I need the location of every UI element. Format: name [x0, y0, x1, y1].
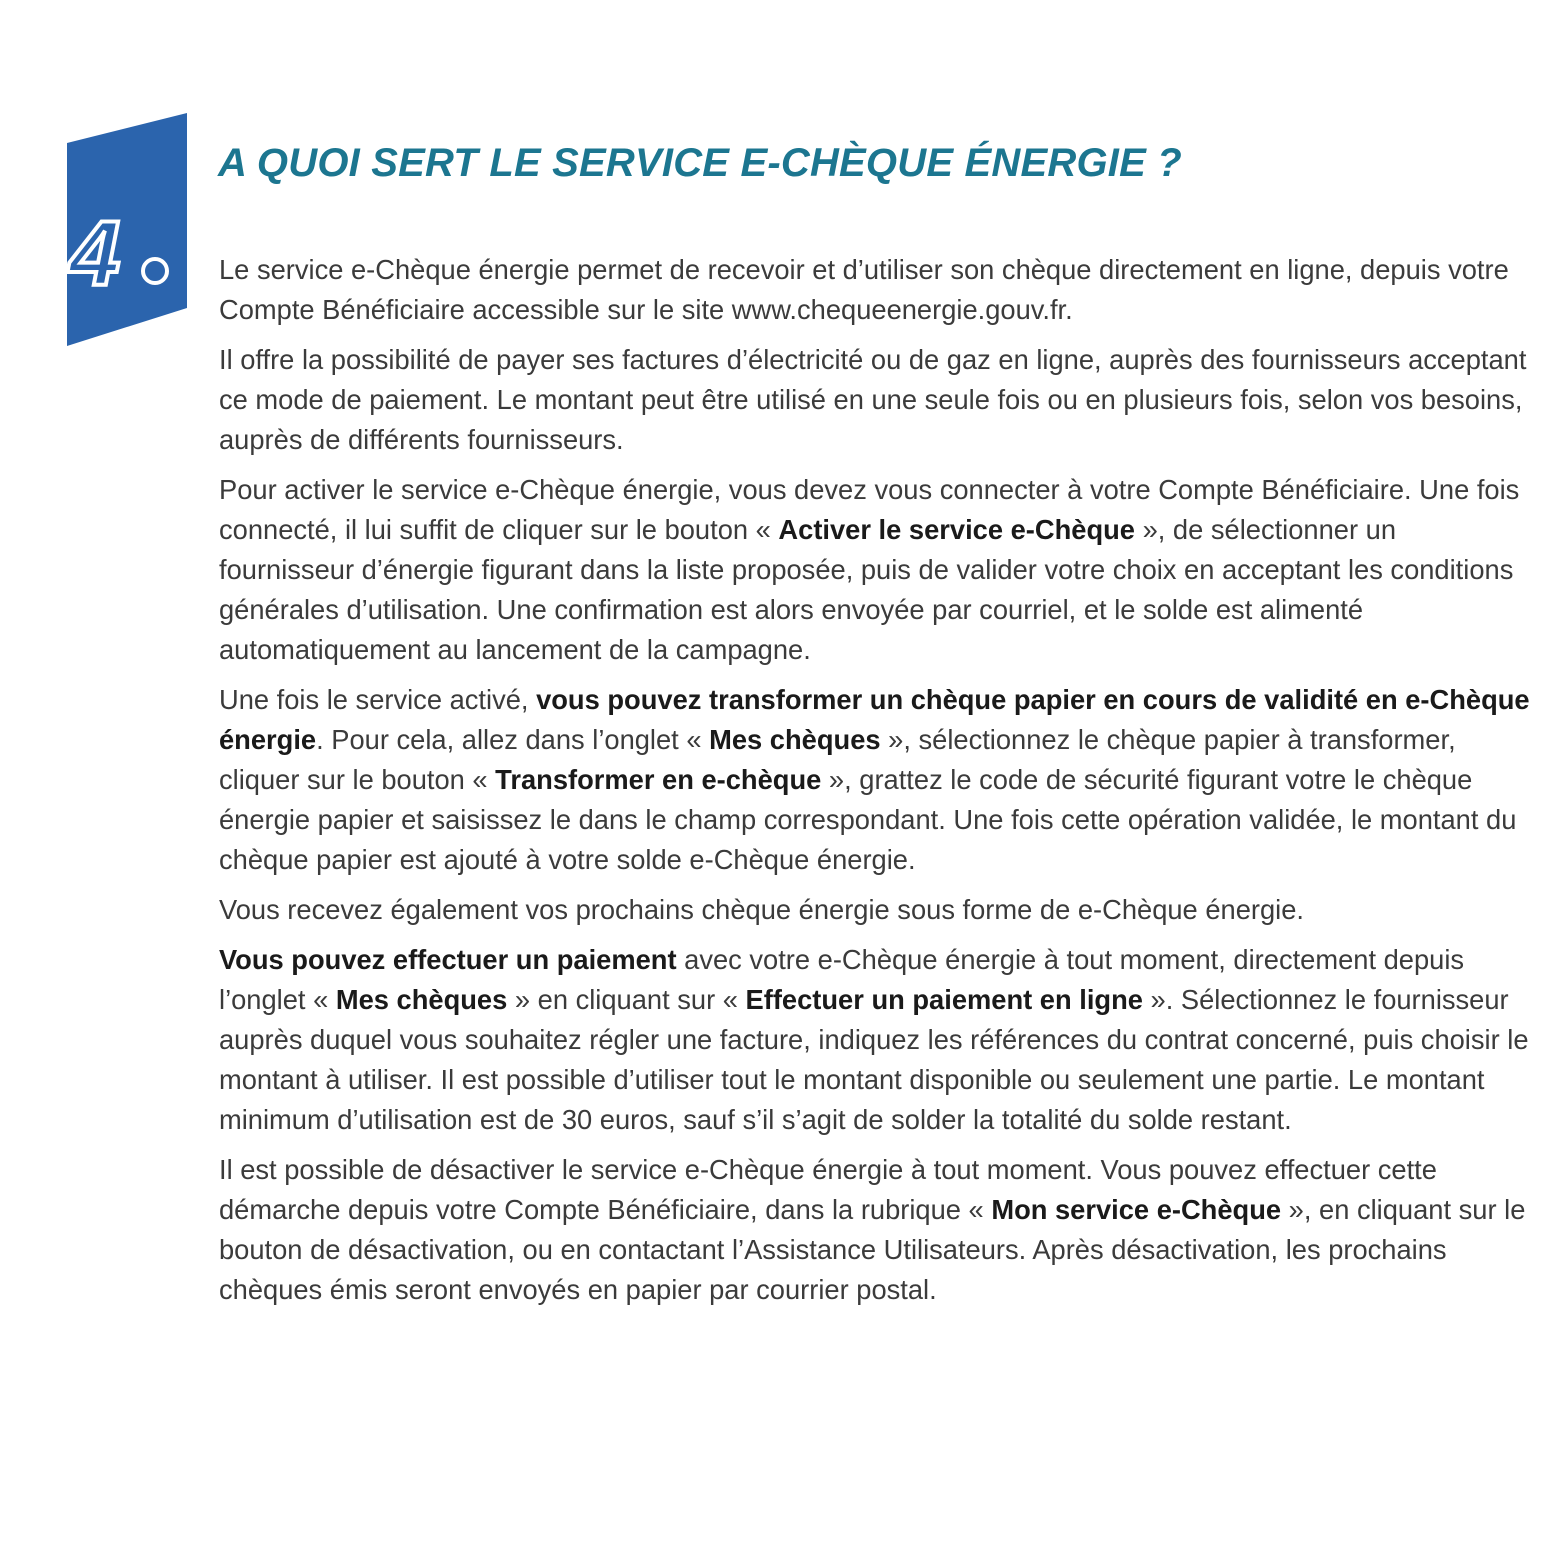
text-run: », en cliquant sur le bouton de désactivation, ou en contactant l’Assistance Utilisateurs. Après désactivation, les prochains chèques émis seront envoyés en papier par courrier postal.: [219, 1194, 1526, 1305]
text-run: ». Sélectionnez le fournisseur auprès duquel vous souhaitez régler une facture, indiquez les références du contrat concerné, puis choisir le montant à utiliser. Il est possible d’utiliser tout le montant disponible ou seulement une partie. Le montant minimum d’utilisation est de 30 euros, sauf s’il s’agit de solder la totalité du solde restant.: [219, 984, 1529, 1135]
paragraph: [219, 340, 1537, 460]
paragraph: [219, 680, 1537, 880]
bold-text: Mon service e-Chèque: [991, 1194, 1282, 1225]
bold-text: Effectuer un paiement en ligne: [745, 984, 1143, 1015]
text-run: », grattez le code de sécurité figurant votre le chèque énergie papier et saisissez le dans le champ correspondant. Une fois cette opération validée, le montant du chèque papier est ajouté à votre solde e-Chèque énergie.: [219, 764, 1517, 875]
text-run: », de sélectionner un fournisseur d’énergie figurant dans la liste proposée, puis de valider votre choix en acceptant les conditions générales d’utilisation. Une confirmation est alors envoyée par courriel, et le solde est alimenté automatiquement au lancement de la campagne.: [219, 514, 1514, 665]
paragraph: [219, 1150, 1537, 1310]
text-run: Vous recevez également vos prochains chèque énergie sous forme de e-Chèque énergie.: [219, 894, 1304, 925]
body-text: [219, 250, 1537, 1320]
paragraph: [219, 470, 1537, 670]
text-run: Il offre la possibilité de payer ses factures d’électricité ou de gaz en ligne, auprès des fournisseurs acceptant ce mode de paiement. Le montant peut être utilisé en une seule fois ou en plusieurs fois, selon vos besoins, auprès de différents fournisseurs.: [219, 344, 1527, 455]
bold-text: Mes chèques: [335, 984, 508, 1015]
paragraph: [219, 250, 1537, 330]
paragraph: [219, 940, 1537, 1140]
bold-text: Vous pouvez effectuer un paiement: [219, 944, 677, 975]
text-run: . Pour cela, allez dans l’onglet «: [316, 724, 710, 755]
text-run: Pour activer le service e-Chèque énergie, vous devez vous connecter à votre Compte Bénéficiaire. Une fois connecté, il lui suffit de cliquer sur le bouton «: [219, 474, 1520, 545]
bold-text: Activer le service e-Chèque: [778, 514, 1135, 545]
text-run: avec votre e-Chèque énergie à tout moment, directement depuis l’onglet «: [219, 944, 1465, 1015]
text-run: » en cliquant sur «: [507, 984, 746, 1015]
text-run: Le service e-Chèque énergie permet de recevoir et d’utiliser son chèque directement en ligne, depuis votre Compte Bénéficiaire accessible sur le site www.chequeenergie.gouv.fr.: [219, 254, 1509, 325]
bold-text: Mes chèques: [709, 724, 881, 755]
section-number-badge: [67, 113, 187, 346]
bold-text: vous pouvez transformer un chèque papier en cours de validité en e-Chèque énergie: [219, 684, 1530, 755]
paragraph: [219, 890, 1537, 930]
section-number: 4: [69, 203, 121, 305]
text-run: Une fois le service activé,: [219, 684, 537, 715]
bold-text: Transformer en e-chèque: [495, 764, 822, 795]
text-run: Il est possible de désactiver le service e-Chèque énergie à tout moment. Vous pouvez effectuer cette démarche depuis votre Compte Bénéficiaire, dans la rubrique «: [219, 1154, 1437, 1225]
text-run: », sélectionnez le chèque papier à transformer, cliquer sur le bouton «: [219, 724, 1456, 795]
section-title: A QUOI SERT LE SERVICE E-CHÈQUE ÉNERGIE ?: [218, 141, 1182, 185]
